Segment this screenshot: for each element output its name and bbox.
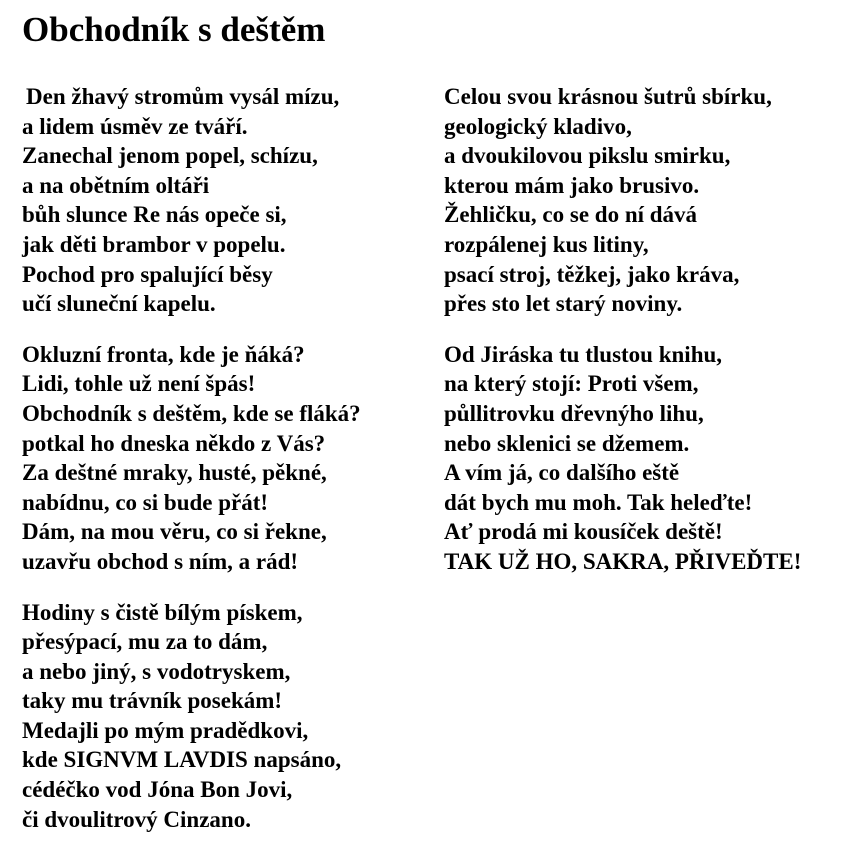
verse-line: Lidi, tohle už není špás! [22, 371, 256, 397]
verse-line: na který stojí: Proti všem, [444, 371, 699, 397]
verse-line: a na obětním oltáři [22, 172, 210, 198]
verse-line: přes sto let starý noviny. [444, 291, 683, 317]
verse-line: potkal ho dneska někdo z Vás? [22, 430, 326, 456]
verse-line: Za deštné mraky, husté, pěkné, [22, 460, 327, 486]
verse-line: uzavřu obchod s ním, a rád! [22, 548, 299, 574]
verse-line: cédéčko vod Jóna Bon Jovi, [22, 777, 293, 803]
verse-line: a dvoukilovou pikslu smirku, [444, 143, 731, 169]
verse-line: Dám, na mou věru, co si řekne, [22, 519, 327, 545]
verse-line: Zanechal jenom popel, schízu, [22, 143, 318, 169]
verse-line: učí sluneční kapelu. [22, 291, 216, 317]
stanza-2 [22, 340, 361, 577]
verse-line: Den žhavý stromům vysál mízu, [26, 84, 340, 109]
verse-line: geologický kladivo, [444, 113, 632, 139]
poem-right-column [444, 82, 801, 598]
verse-line: a lidem úsměv ze tváří. [22, 113, 248, 139]
verse-line: Od Jiráska tu tlustou knihu, [444, 341, 723, 367]
verse-line: bůh slunce Re nás opeče si, [22, 202, 287, 228]
verse-line: TAK UŽ HO, SAKRA, PŘIVEĎTE! [444, 548, 802, 574]
verse-line: jak děti brambor v popelu. [22, 231, 286, 257]
verse-line: Pochod pro spalující běsy [22, 261, 273, 287]
stanza-4 [444, 82, 801, 319]
stanza-5 [444, 340, 801, 577]
stanza-1 [22, 82, 361, 319]
stanza-3 [22, 598, 361, 835]
verse-line: Hodiny s čistě bílým pískem, [22, 599, 303, 625]
verse-line: Okluzní fronta, kde je ňáká? [22, 341, 305, 367]
verse-line: A vím já, co dalšího eště [444, 460, 680, 486]
verse-line: přesýpací, mu za to dám, [22, 629, 268, 655]
verse-line: Ať prodá mi kousíček deště! [444, 519, 723, 545]
verse-line: půllitrovku dřevnýho lihu, [444, 400, 704, 426]
verse-line: dát bych mu moh. Tak heleďte! [444, 489, 753, 515]
verse-line: Celou svou krásnou šutrů sbírku, [444, 84, 772, 109]
verse-line: nebo sklenici se džemem. [444, 430, 690, 456]
verse-line: psací stroj, těžkej, jako kráva, [444, 261, 740, 287]
verse-line: či dvoulitrový Cinzano. [22, 806, 251, 832]
verse-line: Obchodník s deštěm, kde se fláká? [22, 400, 361, 426]
verse-line: kterou mám jako brusivo. [444, 172, 700, 198]
poem-left-column [22, 82, 361, 855]
verse-line: rozpálenej kus litiny, [444, 231, 649, 257]
verse-line: Žehličku, co se do ní dává [444, 202, 698, 228]
verse-line: a nebo jiný, s vodotryskem, [22, 658, 291, 684]
verse-line: nabídnu, co si bude přát! [22, 489, 269, 515]
poem-title: Obchodník s deštěm [22, 10, 326, 49]
verse-line: Medajli po mým pradědkovi, [22, 717, 309, 743]
verse-line: kde SIGNVM LAVDIS napsáno, [22, 747, 342, 773]
verse-line: taky mu trávník posekám! [22, 688, 283, 714]
